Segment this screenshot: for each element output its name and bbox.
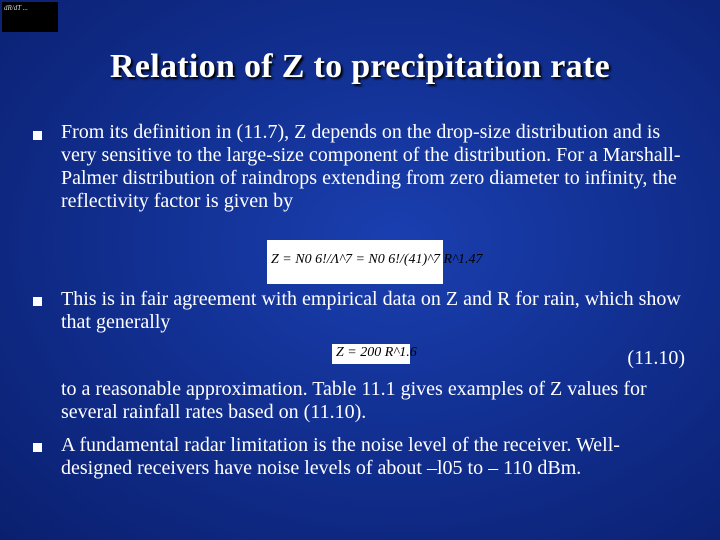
paragraph-2: This is in fair agreement with empirical data on Z and R for rain, which show that generally — [61, 288, 681, 333]
paragraph-1: From its definition in (11.7), Z depends on the drop-size distribution and is very sensitive to the large-size component of the distribution. For a Marshall-Palmer distribution of raindrops extending from zero diameter to infinity, the reflectivity factor is given by — [61, 121, 681, 212]
equation-z-r-relation: Z = 200 R^1.6 — [332, 344, 410, 364]
paragraph-3: A fundamental radar limitation is the noise level of the receiver. Well-designed receivers have noise levels of about –l05 to – 110 dBm. — [61, 434, 620, 479]
bullet-2 — [33, 297, 42, 306]
corner-equation-image: dR/dT ... — [2, 2, 58, 32]
bullet-3 — [33, 443, 42, 452]
bullet-1 — [33, 131, 42, 140]
paragraph-2-continued: to a reasonable approximation. Table 11.1 gives examples of Z values for several rainfall rates based on (11.10). — [61, 378, 647, 423]
equation-marshall-palmer: Z = N0 6!/Λ^7 = N0 6!/(41)^7 R^1.47 — [267, 240, 443, 284]
slide-title: Relation of Z to precipitation rate — [110, 48, 610, 85]
equation-number: (11.10) — [627, 347, 685, 369]
